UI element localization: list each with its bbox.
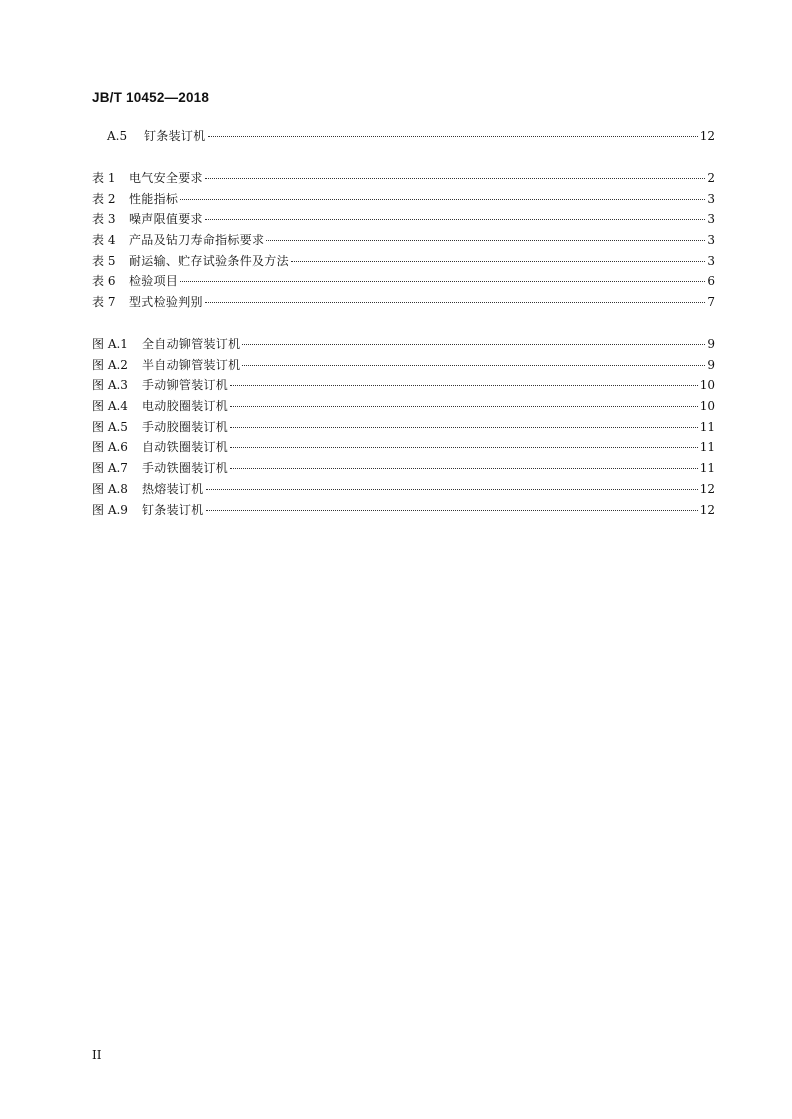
toc-figure-entry-a8[interactable] <box>92 480 715 501</box>
toc-entry-page: 12 <box>699 129 715 143</box>
toc-entry-page: 2 <box>707 171 715 185</box>
leader-dots <box>291 261 705 262</box>
standard-code-header: JB/T 10452—2018 <box>92 90 210 105</box>
toc-figure-entry-a1[interactable] <box>92 335 715 356</box>
toc-entry-number: 表 7 <box>92 295 116 310</box>
toc-entry-title: 电动胶圈装订机 <box>142 399 229 414</box>
toc-entry-number: 表 3 <box>92 212 116 227</box>
toc-entry-number: 图 A.5 <box>92 419 128 434</box>
toc-table-entry-5[interactable] <box>92 252 715 273</box>
toc-entry-page: 10 <box>699 399 715 414</box>
toc-entry-title: 电气安全要求 <box>129 171 203 185</box>
toc-entry-page: 11 <box>699 419 715 434</box>
toc-table-entry-7[interactable] <box>92 293 715 314</box>
leader-dots <box>230 447 698 448</box>
leader-dots <box>242 365 705 366</box>
toc-table-entry-1[interactable] <box>92 169 715 190</box>
toc-entry-title: 钉条装订机 <box>144 129 206 143</box>
toc-figure-entry-a7[interactable] <box>92 459 715 480</box>
toc-entry-number: 图 A.2 <box>92 357 128 372</box>
page-number: II <box>92 1048 102 1062</box>
toc-figure-entry-a3[interactable] <box>92 376 715 397</box>
toc-entry-page: 12 <box>699 481 715 496</box>
toc-entry-page: 11 <box>699 461 715 476</box>
toc-entry-title: 钉条装订机 <box>142 502 204 517</box>
toc-entry-number: 表 6 <box>92 274 116 289</box>
toc-entry-number: A.5 <box>107 129 128 143</box>
toc-sections <box>92 127 715 148</box>
toc-entry-title: 型式检验判别 <box>129 295 203 310</box>
toc-figure-entry-a5[interactable] <box>92 418 715 439</box>
leader-dots <box>242 344 705 345</box>
leader-dots <box>208 136 698 137</box>
toc-entry-page: 11 <box>699 440 715 455</box>
toc-entry-number: 表 4 <box>92 233 116 248</box>
toc-entry-title: 耐运输、贮存试验条件及方法 <box>129 253 289 268</box>
leader-dots <box>230 385 698 386</box>
toc-entry-page: 3 <box>707 212 715 227</box>
toc-figure-entry-a4[interactable] <box>92 397 715 418</box>
toc-entry-number: 图 A.1 <box>92 337 128 351</box>
toc-figure-entry-a6[interactable] <box>92 438 715 459</box>
toc-entry-title: 手动铆管装订机 <box>142 378 229 393</box>
toc-entry-page: 9 <box>707 357 715 372</box>
toc-entry-title: 手动胶圈装订机 <box>142 419 229 434</box>
toc-entry-title: 自动铁圈装订机 <box>142 440 229 455</box>
toc-entry-title: 热熔装订机 <box>142 481 204 496</box>
toc-table-entry-4[interactable] <box>92 231 715 252</box>
toc-entry-number: 图 A.9 <box>92 502 128 517</box>
leader-dots <box>266 240 705 241</box>
leader-dots <box>205 219 706 220</box>
toc-entry-page: 10 <box>699 378 715 393</box>
leader-dots <box>230 406 698 407</box>
toc-entry-title: 性能指标 <box>129 191 179 206</box>
toc-table-entry-6[interactable] <box>92 272 715 293</box>
toc-entry-title: 半自动铆管装订机 <box>142 357 241 372</box>
toc-entry-number: 图 A.3 <box>92 378 128 393</box>
toc-entry-number: 图 A.8 <box>92 481 128 496</box>
toc-entry-a5[interactable] <box>92 127 715 148</box>
toc-entry-page: 3 <box>707 191 715 206</box>
leader-dots <box>205 178 706 179</box>
toc-entry-title: 检验项目 <box>129 274 179 289</box>
toc-figures <box>92 335 715 521</box>
toc-entry-title: 噪声限值要求 <box>129 212 203 227</box>
leader-dots <box>230 468 698 469</box>
toc-entry-page: 3 <box>707 253 715 268</box>
leader-dots <box>180 281 705 282</box>
toc-entry-title: 全自动铆管装订机 <box>142 337 241 351</box>
toc-entry-page: 6 <box>707 274 715 289</box>
toc-figure-entry-a9[interactable] <box>92 501 715 522</box>
leader-dots <box>205 302 706 303</box>
toc-figure-entry-a2[interactable] <box>92 356 715 377</box>
toc-entry-title: 手动铁圈装订机 <box>142 461 229 476</box>
toc-entry-page: 7 <box>707 295 715 310</box>
toc-entry-page: 12 <box>699 502 715 517</box>
leader-dots <box>230 427 698 428</box>
toc-entry-number: 图 A.4 <box>92 399 128 414</box>
toc-table-entry-2[interactable] <box>92 190 715 211</box>
toc-entry-page: 9 <box>707 337 715 351</box>
leader-dots <box>206 489 698 490</box>
toc-entry-number: 表 1 <box>92 171 116 185</box>
toc-entry-page: 3 <box>707 233 715 248</box>
leader-dots <box>180 199 705 200</box>
toc-entry-number: 表 2 <box>92 191 116 206</box>
toc-entry-number: 图 A.6 <box>92 440 128 455</box>
toc-entry-number: 表 5 <box>92 253 116 268</box>
toc-tables <box>92 169 715 314</box>
toc-entry-title: 产品及钻刀寿命指标要求 <box>129 233 265 248</box>
toc-table-entry-3[interactable] <box>92 210 715 231</box>
toc-entry-number: 图 A.7 <box>92 461 128 476</box>
leader-dots <box>206 510 698 511</box>
